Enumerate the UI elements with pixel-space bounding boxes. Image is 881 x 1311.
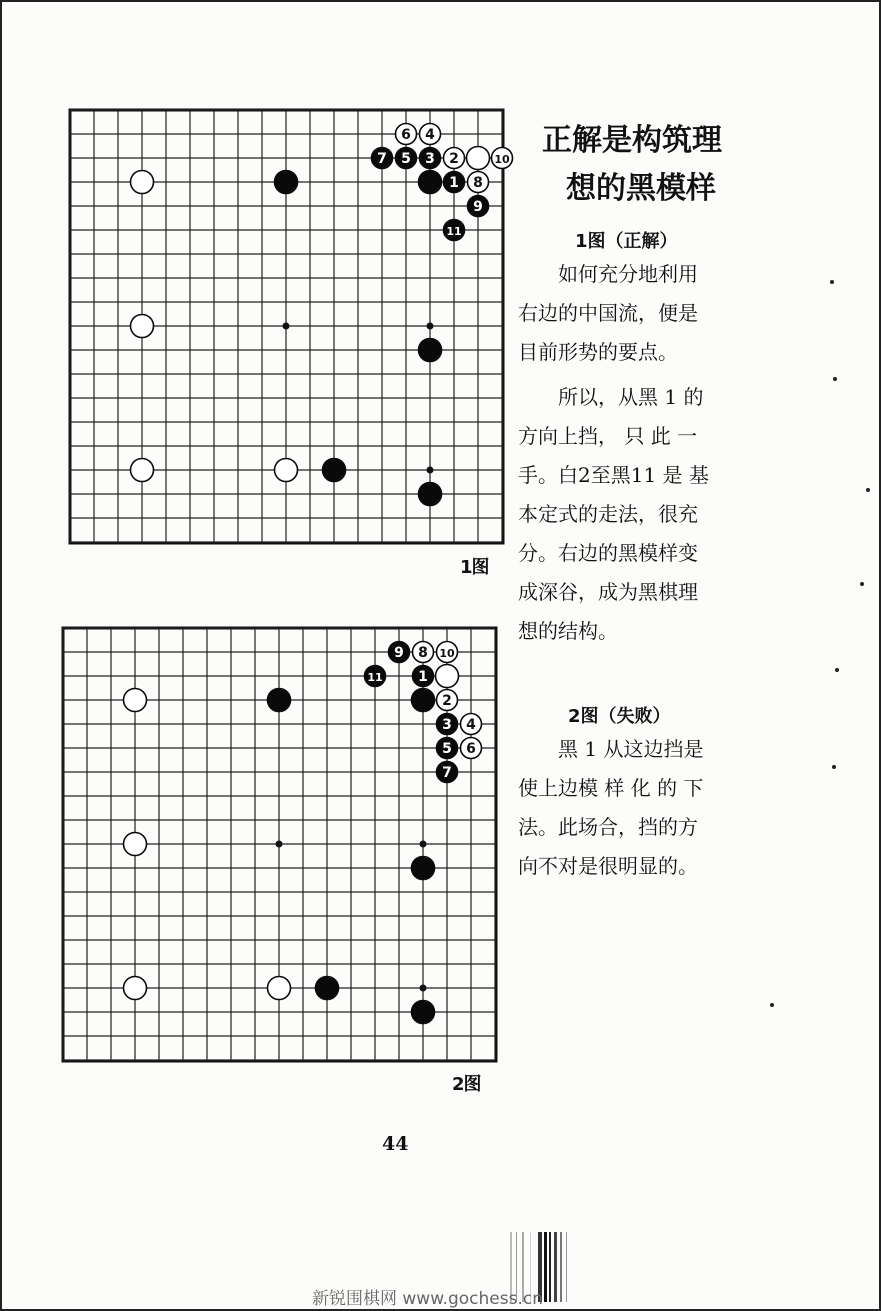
white-stone	[124, 833, 147, 856]
white-stone	[467, 147, 490, 170]
white-stone	[275, 459, 298, 482]
move-number: 6	[466, 741, 476, 757]
white-stone	[131, 171, 154, 194]
black-stone	[412, 689, 435, 712]
black-stone	[412, 857, 435, 880]
black-stone	[275, 171, 298, 194]
scan-speck	[833, 377, 837, 381]
scan-speck	[832, 765, 836, 769]
move-number: 9	[473, 199, 483, 215]
star-point	[276, 841, 283, 848]
move-number: 6	[401, 127, 411, 143]
diagram-2-caption: 2图	[452, 1074, 481, 1095]
move-number: 1	[418, 669, 428, 685]
move-number: 1	[449, 175, 459, 191]
white-stone	[124, 689, 147, 712]
black-stone	[316, 977, 339, 1000]
go-diagram-1	[64, 102, 510, 546]
text-line: 黑 1 从这边挡是	[518, 737, 704, 761]
white-stone	[131, 459, 154, 482]
move-number: 3	[442, 717, 452, 733]
diagram-1-caption: 1图	[460, 557, 489, 578]
scan-speck	[835, 668, 839, 672]
black-stone	[268, 689, 291, 712]
move-number: 2	[449, 151, 459, 167]
text-line: 想的结构。	[518, 619, 618, 643]
black-stone	[419, 483, 442, 506]
move-number: 4	[466, 717, 476, 733]
text-line: 如何充分地利用	[518, 262, 698, 286]
move-number: 11	[446, 225, 462, 238]
section-1-text	[518, 255, 754, 651]
text-line: 手。白2至黑11 是 基	[518, 463, 709, 487]
black-stone	[412, 1001, 435, 1024]
text-line: 成深谷，成为黑棋理	[518, 580, 698, 604]
move-number: 5	[442, 741, 452, 757]
move-number: 8	[473, 175, 483, 191]
text-line: 使上边模 样 化 的 下	[518, 776, 704, 800]
text-line: 法。此场合，挡的方	[518, 815, 698, 839]
page-number: 44	[382, 1133, 409, 1155]
star-point	[427, 467, 434, 474]
section-1-heading: 1图（正解）	[575, 231, 678, 252]
scan-speck	[830, 280, 834, 284]
section-2-text	[518, 730, 754, 886]
scan-speck	[770, 1003, 774, 1007]
white-stone	[268, 977, 291, 1000]
star-point	[420, 985, 427, 992]
white-stone	[124, 977, 147, 1000]
title-line-2: 想的黑模样	[566, 171, 716, 206]
black-stone	[419, 339, 442, 362]
scan-speck	[866, 488, 870, 492]
move-number: 4	[425, 127, 435, 143]
text-line: 所以，从黑 1 的	[518, 385, 704, 409]
text-line: 本定式的走法，很充	[518, 502, 698, 526]
move-number: 7	[377, 151, 387, 167]
text-line: 方向上挡， 只 此 一	[518, 424, 698, 448]
text-line: 分。右边的黑模样变	[518, 541, 698, 565]
black-stone	[323, 459, 346, 482]
move-number: 10	[439, 647, 455, 660]
star-point	[283, 323, 290, 330]
star-point	[420, 841, 427, 848]
move-number: 8	[418, 645, 428, 661]
go-board-2	[57, 620, 499, 1064]
move-number: 11	[367, 671, 383, 684]
move-number: 3	[425, 151, 435, 167]
move-number: 5	[401, 151, 411, 167]
go-diagram-2	[57, 620, 499, 1064]
star-point	[427, 323, 434, 330]
scan-speck	[860, 582, 864, 586]
move-number: 9	[394, 645, 404, 661]
black-stone	[419, 171, 442, 194]
text-line: 向不对是很明显的。	[518, 854, 698, 878]
go-board-1	[64, 102, 510, 546]
watermark: 新锐围棋网 www.gochess.cn	[312, 1289, 543, 1309]
title-line-1: 正解是构筑理	[542, 123, 722, 158]
text-line: 右边的中国流，便是	[518, 301, 698, 325]
move-number: 2	[442, 693, 452, 709]
text-line: 目前形势的要点。	[518, 340, 678, 364]
move-number: 10	[494, 153, 510, 166]
section-2-heading: 2图（失败）	[568, 706, 671, 727]
white-stone	[131, 315, 154, 338]
page-title	[522, 117, 742, 213]
move-number: 7	[442, 765, 452, 781]
white-stone	[436, 665, 459, 688]
